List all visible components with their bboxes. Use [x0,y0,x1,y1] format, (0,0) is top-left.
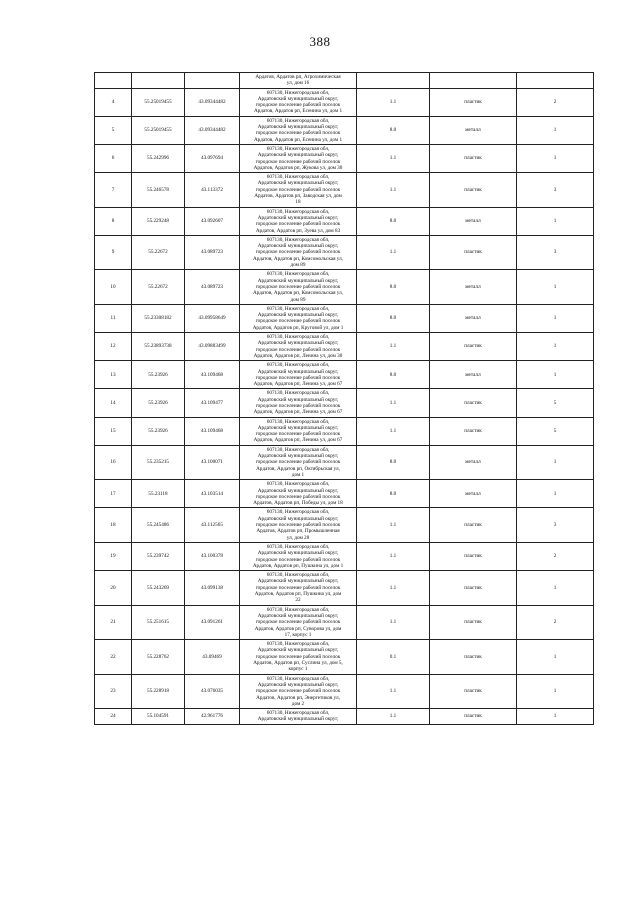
material-cell: пластик [430,640,517,675]
address-cell: 607130, Нижегородская обл, Ардатовский муниципальный округ, [240,709,357,725]
volume-cell: 8.0 [357,116,430,144]
table-row [95,542,594,570]
table-body [95,73,594,725]
latitude-cell: 55.243269 [132,571,185,606]
address-cell: 607130, Нижегородская обл, Ардатовский муниципальный округ, городское поселение рабочий поселок Ардатов, Ардатов рп, Ленина ул, дом 67 [240,417,357,445]
volume-cell: 1.1 [357,508,430,543]
count-cell: 1 [517,674,594,709]
row-number-cell: 12 [95,333,132,361]
table-row [95,333,594,361]
latitude-cell: 55.22672 [132,235,185,270]
row-number-cell: 13 [95,361,132,389]
material-cell: пластик [430,709,517,725]
longitude-cell: 43.092607 [185,207,240,235]
row-number-cell: 20 [95,571,132,606]
volume-cell: 1.1 [357,88,430,116]
table-row [95,235,594,270]
latitude-cell: 55.251615 [132,605,185,640]
latitude-cell: 55.23926 [132,361,185,389]
longitude-cell: 43.09344482 [185,116,240,144]
table-row [95,361,594,389]
address-cell: 607130, Нижегородская обл, Ардатовский муниципальный округ, городское поселение рабочий поселок Ардатов, Ардатов рп, Энергетиков ул, дом 2 [240,674,357,709]
row-number-cell: 7 [95,173,132,208]
longitude-cell: 42.961776 [185,709,240,725]
count-cell: 1 [517,304,594,332]
address-cell: 607130, Нижегородская обл, Ардатовский муниципальный округ, городское поселение рабочий поселок Ардатов, Ардатов рп, Суслина ул, дом 5, корпус 1 [240,640,357,675]
row-number-cell: 19 [95,542,132,570]
longitude-cell: 43.097694 [185,144,240,172]
count-cell: 2 [517,88,594,116]
latitude-cell: 55.23893738 [132,333,185,361]
latitude-cell: 55.229248 [132,207,185,235]
material-cell: пластик [430,144,517,172]
longitude-cell: 43.089723 [185,235,240,270]
table-row [95,480,594,508]
table-row [95,508,594,543]
material-cell: металл [430,480,517,508]
row-number-cell: 6 [95,144,132,172]
volume-cell: 1.1 [357,674,430,709]
latitude-cell: 55.242996 [132,144,185,172]
latitude-cell: 55.104591 [132,709,185,725]
count-cell: 3 [517,235,594,270]
material-cell: пластик [430,235,517,270]
latitude-cell: 55.228762 [132,640,185,675]
count-cell: 1 [517,640,594,675]
longitude-cell: 43.112565 [185,508,240,543]
count-cell: 3 [517,508,594,543]
count-cell: 5 [517,417,594,445]
latitude-cell [132,73,185,89]
count-cell: 1 [517,333,594,361]
latitude-cell: 55.25019455 [132,116,185,144]
row-number-cell: 8 [95,207,132,235]
volume-cell: 1.1 [357,417,430,445]
row-number-cell: 17 [95,480,132,508]
longitude-cell: 43.109468 [185,417,240,445]
count-cell: 1 [517,270,594,305]
row-number-cell: 22 [95,640,132,675]
table-row [95,270,594,305]
volume-cell: 1.1 [357,605,430,640]
address-cell: 607130, Нижегородская обл, Ардатовский муниципальный округ, городское поселение рабочий поселок Ардатов, Ардатов рп, Октябрьская ул, дом 1 [240,445,357,480]
count-cell: 2 [517,542,594,570]
address-cell: 607130, Нижегородская обл, Ардатовский муниципальный округ, городское поселение рабочий поселок Ардатов, Ардатов рп, Пушкина ул, дом 1 [240,542,357,570]
row-number-cell: 14 [95,389,132,417]
latitude-cell: 55.239742 [132,542,185,570]
address-cell: Ардатов, Ардатов рп, Агрохимическая ул, дом 16 [240,73,357,89]
volume-cell: 1.1 [357,542,430,570]
material-cell: металл [430,270,517,305]
material-cell: металл [430,445,517,480]
volume-cell: 1.1 [357,709,430,725]
longitude-cell: 43.109468 [185,361,240,389]
longitude-cell: 43.100378 [185,542,240,570]
row-number-cell: 18 [95,508,132,543]
address-cell: 607130, Нижегородская обл, Ардатовский муниципальный округ, городское поселение рабочий поселок Ардатов, Ардатов рп, Заводская ул, дом 18 [240,173,357,208]
volume-cell: 0.1 [357,640,430,675]
row-number-cell: 4 [95,88,132,116]
material-cell: пластик [430,333,517,361]
longitude-cell: 43.09883499 [185,333,240,361]
material-cell: пластик [430,389,517,417]
longitude-cell: 43.091261 [185,605,240,640]
longitude-cell [185,73,240,89]
longitude-cell: 43.09469 [185,640,240,675]
latitude-cell: 55.23118 [132,480,185,508]
longitude-cell: 43.109477 [185,389,240,417]
row-number-cell: 11 [95,304,132,332]
address-cell: 607130, Нижегородская обл, Ардатовский муниципальный округ, городское поселение рабочий поселок Ардатов, Ардатов рп, Пушкина ул, дом 22 [240,571,357,606]
count-cell: 1 [517,571,594,606]
volume-cell [357,73,430,89]
material-cell: пластик [430,417,517,445]
count-cell: 1 [517,480,594,508]
table-row [95,173,594,208]
count-cell: 1 [517,116,594,144]
count-cell: 1 [517,709,594,725]
latitude-cell: 55.245486 [132,508,185,543]
latitude-cell: 55.23926 [132,389,185,417]
longitude-cell: 43.089723 [185,270,240,305]
count-cell: 1 [517,445,594,480]
table-row [95,144,594,172]
address-cell: 607130, Нижегородская обл, Ардатовский муниципальный округ, городское поселение рабочий поселок Ардатов, Ардатов рп, Победы ул, дом 18 [240,480,357,508]
volume-cell: 8.0 [357,304,430,332]
volume-cell: 1.1 [357,235,430,270]
latitude-cell: 55.23926 [132,417,185,445]
count-cell: 1 [517,361,594,389]
count-cell: 2 [517,605,594,640]
latitude-cell: 55.228918 [132,674,185,709]
address-cell: 607130, Нижегородская обл, Ардатовский муниципальный округ, городское поселение рабочий поселок Ардатов, Ардатов рп, Есенина ул, дом 1 [240,116,357,144]
address-cell: 607130, Нижегородская обл, Ардатовский муниципальный округ, городское поселение рабочий поселок Ардатов, Ардатов рп, Комсомольская ул, дом 89 [240,235,357,270]
material-cell [430,73,517,89]
table-row [95,73,594,89]
count-cell: 1 [517,144,594,172]
material-cell: пластик [430,571,517,606]
material-cell: пластик [430,88,517,116]
address-cell: 607130, Нижегородская обл, Ардатовский муниципальный округ, городское поселение рабочий поселок Ардатов, Ардатов рп, Зуева ул, дом 83 [240,207,357,235]
volume-cell: 8.0 [357,361,430,389]
table-row [95,445,594,480]
address-cell: 607130, Нижегородская обл, Ардатовский муниципальный округ, городское поселение рабочий поселок Ардатов, Ардатов рп, Круговой ул, дом 1 [240,304,357,332]
table-row [95,116,594,144]
row-number-cell [95,73,132,89]
material-cell: металл [430,116,517,144]
latitude-cell: 55.246578 [132,173,185,208]
row-number-cell: 15 [95,417,132,445]
volume-cell: 8.0 [357,207,430,235]
longitude-cell: 43.103514 [185,480,240,508]
address-cell: 607130, Нижегородская обл, Ардатовский муниципальный округ, городское поселение рабочий поселок Ардатов, Ардатов рп, Промышленная ул, дом 28 [240,508,357,543]
volume-cell: 1.1 [357,571,430,606]
table-row [95,605,594,640]
count-cell: 1 [517,207,594,235]
material-cell: металл [430,304,517,332]
address-cell: 607130, Нижегородская обл, Ардатовский муниципальный округ, городское поселение рабочий поселок Ардатов, Ардатов рп, Есенина ул, дом 1 [240,88,357,116]
row-number-cell: 21 [95,605,132,640]
row-number-cell: 5 [95,116,132,144]
volume-cell: 1.1 [357,173,430,208]
volume-cell: 8.0 [357,480,430,508]
longitude-cell: 43.113372 [185,173,240,208]
volume-cell: 8.0 [357,445,430,480]
count-cell: 3 [517,173,594,208]
register-table [94,72,594,725]
address-cell: 607130, Нижегородская обл, Ардатовский муниципальный округ, городское поселение рабочий поселок Ардатов, Ардатов рп, Ленина ул, дом 67 [240,389,357,417]
latitude-cell: 55.23308182 [132,304,185,332]
table-row [95,417,594,445]
row-number-cell: 16 [95,445,132,480]
count-cell [517,73,594,89]
longitude-cell: 43.09958649 [185,304,240,332]
table-row [95,571,594,606]
table-row [95,304,594,332]
material-cell: пластик [430,605,517,640]
row-number-cell: 23 [95,674,132,709]
volume-cell: 1.1 [357,144,430,172]
row-number-cell: 10 [95,270,132,305]
material-cell: пластик [430,674,517,709]
table-row [95,640,594,675]
table-row [95,389,594,417]
material-cell: пластик [430,542,517,570]
material-cell: пластик [430,173,517,208]
table-row [95,207,594,235]
latitude-cell: 55.25019455 [132,88,185,116]
material-cell: металл [430,361,517,389]
longitude-cell: 43.100071 [185,445,240,480]
material-cell: металл [430,207,517,235]
volume-cell: 1.1 [357,333,430,361]
longitude-cell: 43.076035 [185,674,240,709]
table-row [95,709,594,725]
address-cell: 607130, Нижегородская обл, Ардатовский муниципальный округ, городское поселение рабочий поселок Ардатов, Ардатов рп, Жукова ул, дом 30 [240,144,357,172]
volume-cell: 1.1 [357,389,430,417]
address-cell: 607130, Нижегородская обл, Ардатовский муниципальный округ, городское поселение рабочий поселок Ардатов, Ардатов рп, Суворова ул, дом 17, корпус 1 [240,605,357,640]
volume-cell: 8.0 [357,270,430,305]
address-cell: 607130, Нижегородская обл, Ардатовский муниципальный округ, городское поселение рабочий поселок Ардатов, Ардатов рп, Ленина ул, дом 67 [240,361,357,389]
latitude-cell: 55.235215 [132,445,185,480]
table-row [95,88,594,116]
longitude-cell: 43.09344482 [185,88,240,116]
page-number: 388 [309,34,331,49]
latitude-cell: 55.22672 [132,270,185,305]
row-number-cell: 9 [95,235,132,270]
count-cell: 5 [517,389,594,417]
address-cell: 607130, Нижегородская обл, Ардатовский муниципальный округ, городское поселение рабочий поселок Ардатов, Ардатов рп, Комсомольская ул, дом 89 [240,270,357,305]
material-cell: пластик [430,508,517,543]
address-cell: 607130, Нижегородская обл, Ардатовский муниципальный округ, городское поселение рабочий поселок Ардатов, Ардатов рп, Ленина ул, дом 30 [240,333,357,361]
longitude-cell: 43.099138 [185,571,240,606]
row-number-cell: 24 [95,709,132,725]
table-row [95,674,594,709]
